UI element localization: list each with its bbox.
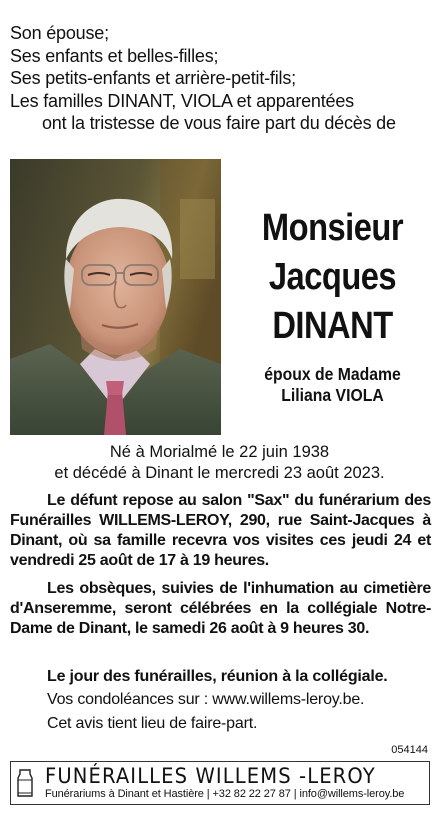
family-line-spouse: Son épouse; (10, 23, 109, 43)
family-line-announce: ont la tristesse de vous faire part du décès de (42, 113, 396, 133)
urn-logo-icon (15, 766, 35, 800)
deceased-portrait-photo (10, 159, 221, 435)
spouse-line-2: Liliana VIOLA (281, 385, 384, 405)
notice-line: Cet avis tient lieu de faire-part. (47, 715, 258, 732)
birth-death-info (0, 442, 439, 483)
deceased-last-name: DINANT (272, 305, 393, 347)
portrait-image (10, 159, 221, 435)
family-line-grandchildren: Ses petits-enfants et arrière-petit-fils; (10, 68, 296, 88)
deceased-first-name: Jacques (268, 256, 397, 298)
family-line-families: Les familles DINANT, VIOLA et apparentées (10, 90, 354, 111)
funeral-home-brand: FUNÉRAILLES WILLEMS -LEROY (45, 764, 376, 788)
condolences-line: Vos condoléances sur : www.willems-leroy.be. (47, 691, 365, 708)
salon-paragraph: Le défunt repose au salon "Sax" du funérarium des Funérailles WILLEMS-LEROY, 290, rue Saint-Jacques à Dinant, où sa famille recevra vos visites ces jeudi 24 et vendredi 25 août de 17 à 19 heures. (10, 492, 431, 569)
funeral-home-contact: Funérariums à Dinant et Hastière | +32 82 22 27 87 | info@willems-leroy.be (45, 788, 405, 800)
spouse-line-1: époux de Madame (264, 364, 401, 384)
funeral-day-line: Le jour des funérailles, réunion à la collégiale. (47, 668, 388, 685)
spouse-info (237, 364, 429, 406)
deceased-title: Monsieur (261, 207, 404, 249)
family-announcement (10, 22, 435, 135)
death-line: et décédé à Dinant le mercredi 23 août 2023. (54, 463, 385, 482)
deceased-name (244, 204, 420, 351)
reference-number: 054144 (391, 744, 428, 756)
family-line-children: Ses enfants et belles-filles; (10, 45, 219, 66)
funeral-home-footer (10, 761, 430, 805)
funeral-paragraph: Les obsèques, suivies de l'inhumation au cimetière d'Anseremme, seront célébrées en la collégiale Notre-Dame de Dinant, le samedi 26 août à 9 heures 30. (10, 580, 431, 637)
birth-line: Né à Morialmé le 22 juin 1938 (109, 443, 330, 461)
